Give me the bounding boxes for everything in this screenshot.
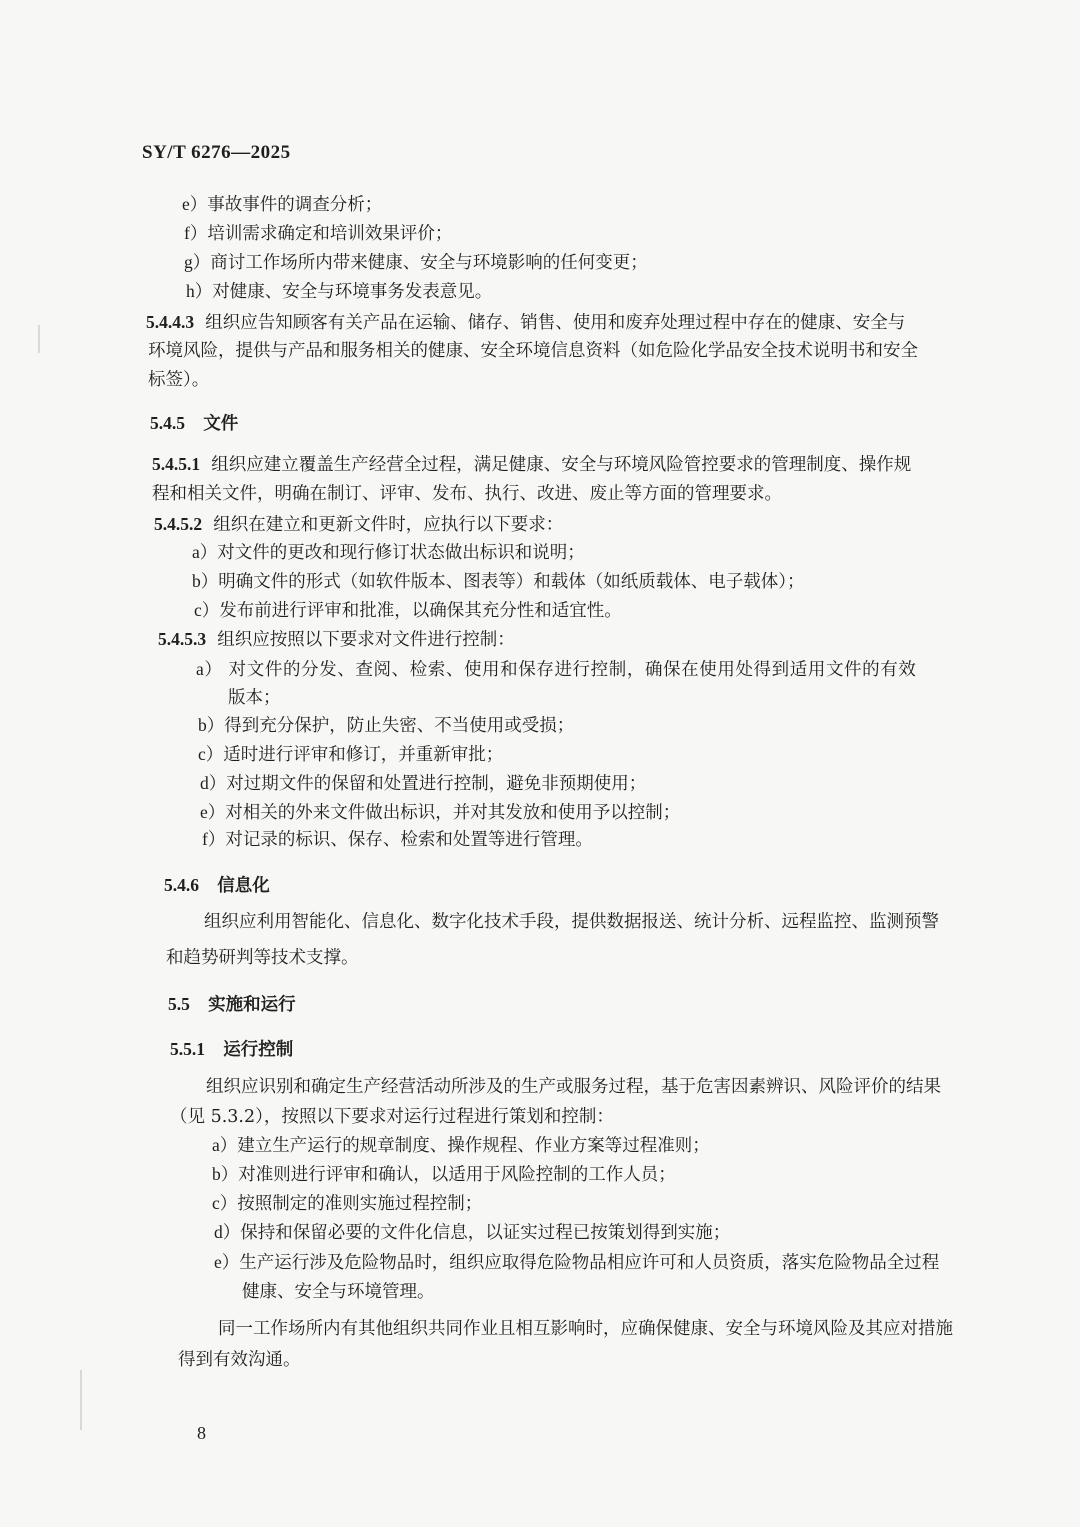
item-text: 对记录的标识、保存、检索和处置等进行管理。 <box>225 830 593 850</box>
list-item <box>214 1220 730 1245</box>
paragraph-line: 组织应利用智能化、信息化、数字化技术手段，提供数据报送、统计分析、远程监控、监测预警 <box>204 912 939 932</box>
item-mark: c） <box>212 1193 238 1213</box>
item-mark: a） <box>196 659 223 679</box>
item-text: 对相关的外来文件做出标识，并对其发放和使用予以控制； <box>225 803 681 823</box>
list-item <box>200 800 680 825</box>
list-item <box>196 657 916 682</box>
paragraph-line: 和趋势研判等技术支撑。 <box>166 948 359 968</box>
item-text: 事故事件的调查分析； <box>207 195 383 215</box>
list-item <box>198 713 574 738</box>
item-text: 商讨工作场所内带来健康、安全与环境影响的任何变更； <box>210 253 648 273</box>
item-mark: b） <box>192 571 219 591</box>
paragraph-line: 同一工作场所内有其他组织共同作业且相互影响时，应确保健康、安全与环境风险及其应对措施 <box>218 1319 953 1339</box>
clause-5-4-4-3 <box>146 310 905 335</box>
item-text: 对文件的分发、查阅、检索、使用和保存进行控制，确保在使用处得到适用文件的有效 <box>228 660 917 680</box>
list-item <box>212 1162 676 1187</box>
page-number: 8 <box>197 1423 206 1443</box>
standard-code: SY/T 6276—2025 <box>142 142 291 163</box>
list-item <box>212 1191 482 1216</box>
section-number: 5.4.5 <box>150 413 185 433</box>
list-item <box>212 1133 710 1158</box>
list-item <box>184 221 452 246</box>
section-title: 文件 <box>203 414 239 434</box>
item-mark: c） <box>198 744 224 764</box>
list-item <box>198 742 503 767</box>
item-text: 得到充分保护，防止失密、不当使用或受损； <box>224 716 575 736</box>
clause-text: 组织应按照以下要求对文件进行控制： <box>217 630 515 650</box>
item-mark: e） <box>200 802 226 822</box>
item-mark: a） <box>192 542 218 562</box>
paragraph-line: 得到有效沟通。 <box>178 1350 301 1370</box>
item-text: 对过期文件的保留和处置进行控制，避免非预期使用； <box>226 774 647 794</box>
item-mark: g） <box>184 252 211 272</box>
paragraph-line: 组织应识别和确定生产经营活动所涉及的生产或服务过程，基于危害因素辨识、风险评价的结果 <box>206 1077 941 1097</box>
item-text: 按照制定的准则实施过程控制； <box>237 1194 483 1214</box>
item-mark: f） <box>202 829 226 849</box>
section-heading <box>150 411 238 436</box>
item-mark: a） <box>212 1135 238 1155</box>
list-item <box>186 279 492 304</box>
item-text: 对文件的更改和现行修订状态做出标识和说明； <box>217 543 585 563</box>
item-text: 发布前进行评审和批准，以确保其充分性和适宜性。 <box>219 601 622 621</box>
list-item <box>200 771 646 796</box>
list-item <box>182 192 382 217</box>
list-item <box>202 827 593 852</box>
section-title: 信息化 <box>217 876 270 896</box>
clause-text: 组织应告知顾客有关产品在运输、储存、销售、使用和废弃处理过程中存在的健康、安全与 <box>205 313 906 333</box>
item-mark: b） <box>198 715 225 735</box>
list-item <box>194 598 622 623</box>
item-mark: c） <box>194 600 220 620</box>
list-item <box>192 569 805 594</box>
item-text: 保持和保留必要的文件化信息，以证实过程已按策划得到实施； <box>240 1223 731 1243</box>
item-continuation: 版本； <box>228 688 281 708</box>
item-mark: f） <box>184 223 208 243</box>
item-text: 明确文件的形式（如软件版本、图表等）和载体（如纸质载体、电子载体）； <box>218 572 805 592</box>
clause-text-line: 程和相关文件，明确在制订、评审、发布、执行、改进、废止等方面的管理要求。 <box>152 484 782 504</box>
section-number: 5.4.6 <box>164 875 199 895</box>
scan-edge-mark <box>38 325 40 353</box>
section-number: 5.5.1 <box>170 1039 205 1059</box>
list-item <box>192 540 585 565</box>
section-title: 运行控制 <box>223 1040 294 1060</box>
clause-number: 5.4.5.1 <box>152 454 201 474</box>
item-mark: b） <box>212 1164 239 1184</box>
item-text: 培训需求确定和培训效果评价； <box>207 224 453 244</box>
clause-number: 5.4.4.3 <box>146 312 195 332</box>
item-mark: h） <box>186 281 213 301</box>
item-text: 对健康、安全与环境事务发表意见。 <box>212 282 493 302</box>
scan-edge-mark <box>80 1370 82 1430</box>
section-number: 5.5 <box>168 994 190 1014</box>
clause-5-4-5-3 <box>158 627 515 652</box>
item-text: 生产运行涉及危险物品时，组织应取得危险物品相应许可和人员资质，落实危险物品全过程 <box>239 1253 940 1273</box>
list-item <box>184 250 648 275</box>
item-text: 适时进行评审和修订，并重新审批； <box>223 745 504 765</box>
section-heading <box>168 992 296 1017</box>
clause-number: 5.4.5.2 <box>154 514 203 534</box>
item-mark: d） <box>200 773 227 793</box>
section-title: 实施和运行 <box>208 995 296 1015</box>
clause-text-line: 标签）。 <box>148 370 210 390</box>
clause-number: 5.4.5.3 <box>158 629 207 649</box>
section-heading <box>164 873 270 898</box>
paragraph-line: （见 5.3.2），按照以下要求对运行过程进行策划和控制： <box>170 1107 614 1127</box>
item-continuation: 健康、安全与环境管理。 <box>242 1282 435 1302</box>
section-heading <box>170 1037 293 1062</box>
clause-text: 组织在建立和更新文件时，应执行以下要求： <box>213 515 564 535</box>
clause-text-line: 环境风险，提供与产品和服务相关的健康、安全环境信息资料（如危险化学品安全技术说明书和安全 <box>148 341 918 361</box>
clause-text: 组织应建立覆盖生产经营全过程，满足健康、安全与环境风险管控要求的管理制度、操作规 <box>211 455 912 475</box>
clause-5-4-5-2 <box>154 512 563 537</box>
item-mark: d） <box>214 1222 241 1242</box>
item-text: 建立生产运行的规章制度、操作规程、作业方案等过程准则； <box>237 1136 710 1156</box>
item-mark: e） <box>214 1252 240 1272</box>
item-mark: e） <box>182 194 208 214</box>
clause-5-4-5-1 <box>152 452 911 477</box>
list-item <box>214 1250 939 1275</box>
item-text: 对准则进行评审和确认，以适用于风险控制的工作人员； <box>238 1165 676 1185</box>
